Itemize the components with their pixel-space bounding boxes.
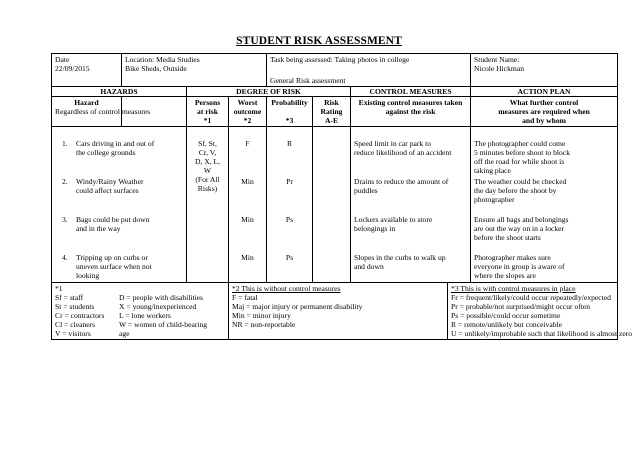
hazards-column bbox=[52, 127, 187, 283]
header-further-2: measures are required when bbox=[498, 107, 590, 116]
header-further-1: What further control bbox=[509, 98, 579, 107]
key-item: F = fatal bbox=[232, 293, 258, 302]
section-header-row bbox=[52, 87, 618, 97]
key-item: D = people with disabilities bbox=[119, 293, 204, 302]
location-cell bbox=[122, 54, 267, 87]
key-item: Cr = contractors bbox=[55, 311, 105, 320]
hazard-text: Bags could be put down bbox=[76, 215, 150, 224]
key-item: Min = minor injury bbox=[232, 311, 291, 320]
control-text: puddles bbox=[354, 186, 378, 195]
action-text: Photographer makes sure bbox=[474, 253, 551, 262]
student-cell bbox=[471, 54, 618, 87]
control-text: belongings in bbox=[354, 224, 396, 233]
key-item: St = students bbox=[55, 302, 95, 311]
worst-outcome-value: Min bbox=[241, 253, 254, 262]
section-degree-of-risk: DEGREE OF RISK bbox=[187, 87, 351, 97]
probability-value: Ps bbox=[285, 253, 294, 262]
persons-line: Sf, St, bbox=[198, 139, 217, 148]
header-prob-1: Probability bbox=[271, 98, 308, 107]
header-existing-2: against the risk bbox=[385, 107, 436, 116]
key-item: NR = non-reportable bbox=[232, 320, 296, 329]
date-cell bbox=[52, 54, 122, 87]
header-persons bbox=[187, 97, 229, 127]
header-risk-rating bbox=[313, 97, 351, 127]
action-text: The photographer could come bbox=[474, 139, 566, 148]
header-further-3: and by whom bbox=[522, 116, 566, 125]
general-assessment: General Risk assessment bbox=[270, 76, 346, 85]
header-rating-3: A-E bbox=[324, 116, 339, 125]
key-persons bbox=[52, 283, 229, 340]
hazard-text: Tripping up on curbs or bbox=[76, 253, 148, 262]
location-label: Location: Media Studies bbox=[125, 55, 200, 64]
control-text: Lockers available to store bbox=[354, 215, 433, 224]
key-item: Cl = cleaners bbox=[55, 320, 96, 329]
student-label: Student Name: bbox=[474, 55, 520, 64]
persons-line: Cr, V, bbox=[198, 148, 217, 157]
key-worst-outcome-title: *2 This is without control measures bbox=[232, 284, 341, 293]
header-rating-1: Risk bbox=[324, 98, 339, 107]
key-item: R = remote/unlikely but conceivable bbox=[451, 320, 563, 329]
key-item: Pr = probable/not surprised/might occur often bbox=[451, 302, 591, 311]
control-text: and down bbox=[354, 262, 384, 271]
header-persons-1: Persons bbox=[194, 98, 221, 107]
hazard-text: could affect surfaces bbox=[76, 186, 139, 195]
key-item: X = young/inexperienced bbox=[119, 302, 197, 311]
key-item: Sf = staff bbox=[55, 293, 84, 302]
hazard-item bbox=[62, 177, 183, 215]
hazard-number: 3. bbox=[62, 215, 68, 224]
action-text: photographer bbox=[474, 195, 515, 204]
key-item: V = visitors bbox=[55, 329, 91, 338]
worst-outcome-column bbox=[229, 127, 267, 283]
existing-controls-column bbox=[351, 127, 471, 283]
section-action-plan: ACTION PLAN bbox=[471, 87, 618, 97]
document-title: STUDENT RISK ASSESSMENT bbox=[236, 35, 402, 47]
action-text: everyone in group is aware of bbox=[474, 262, 565, 271]
date-value: 22/09/2015 bbox=[55, 64, 90, 73]
column-header-row bbox=[52, 97, 618, 127]
key-item: L = lone workers bbox=[119, 311, 171, 320]
action-text: are out the way on in a locker bbox=[474, 224, 565, 233]
header-hazard-subtitle: Regardless of control measures bbox=[55, 107, 151, 116]
header-persons-3: *1 bbox=[203, 116, 212, 125]
control-text: reduce likelihood of an accident bbox=[354, 148, 452, 157]
key-item: Fr = frequent/likely/could occur repeatedly/expected bbox=[451, 293, 611, 302]
risk-assessment-table bbox=[51, 53, 633, 340]
key-probability-title: *3 This is with control measures in place bbox=[451, 284, 576, 293]
action-text: before the shoot starts bbox=[474, 233, 541, 242]
header-persons-2: at risk bbox=[197, 107, 218, 116]
probability-value: Pr bbox=[286, 177, 293, 186]
probability-value: Ps bbox=[285, 215, 294, 224]
control-text: Slopes in the curbs to walk up bbox=[354, 253, 446, 262]
key-item: Ps = possible/could occur sometime bbox=[451, 311, 561, 320]
hazard-text: looking bbox=[76, 271, 100, 280]
risk-body-row bbox=[52, 127, 618, 283]
action-text: off the road for while shoot is bbox=[474, 157, 565, 166]
worst-outcome-value: Min bbox=[241, 215, 254, 224]
header-rating-2: Rating bbox=[320, 107, 343, 116]
header-existing-1: Existing control measures taken bbox=[358, 98, 463, 107]
key-item: U = unlikely/improbable such that likelihood is almost zero bbox=[451, 329, 633, 338]
hazard-number: 4. bbox=[62, 253, 68, 262]
worst-outcome-value: Min bbox=[241, 177, 254, 186]
action-text: The weather could be checked bbox=[474, 177, 567, 186]
header-existing-controls bbox=[351, 97, 471, 127]
hazard-item bbox=[62, 139, 183, 177]
hazard-text: and in the way bbox=[76, 224, 121, 233]
hazard-text: Windy/Rainy Weather bbox=[76, 177, 144, 186]
header-worst-2: outcome bbox=[233, 107, 262, 116]
hazard-text: Cars driving in and out of bbox=[76, 139, 155, 148]
control-text: Drains to reduce the amount of bbox=[354, 177, 449, 186]
persons-line: W bbox=[203, 166, 212, 175]
persons-line: D, X, L, bbox=[194, 157, 221, 166]
task-text: Task being assessed: Taking photos in college bbox=[270, 55, 410, 64]
hazard-number: 2. bbox=[62, 177, 68, 186]
action-text: 5 minutes before shoot to block bbox=[474, 148, 570, 157]
info-row bbox=[52, 54, 618, 87]
action-text: the day before the shoot by bbox=[474, 186, 557, 195]
key-row bbox=[52, 283, 618, 340]
risk-rating-column bbox=[313, 127, 351, 283]
student-value: Nicole Hickman bbox=[474, 64, 525, 73]
persons-at-risk-cell bbox=[187, 127, 229, 283]
header-probability bbox=[267, 97, 313, 127]
probability-column bbox=[267, 127, 313, 283]
probability-value: R bbox=[286, 139, 293, 148]
header-further-controls bbox=[471, 97, 618, 127]
date-label: Date bbox=[55, 55, 70, 64]
key-persons-title: *1 bbox=[55, 284, 63, 293]
header-worst-3: *2 bbox=[243, 116, 252, 125]
task-cell bbox=[267, 54, 471, 87]
header-hazard bbox=[52, 97, 151, 127]
hazard-text: uneven surface when not bbox=[76, 262, 152, 271]
key-item: age bbox=[119, 329, 130, 338]
location-value: Bike Sheds, Outside bbox=[125, 64, 187, 73]
persons-line: (For All bbox=[195, 175, 220, 184]
control-text: Speed limit in car park to bbox=[354, 139, 431, 148]
hazard-item bbox=[62, 215, 183, 253]
section-hazards: HAZARDS bbox=[52, 87, 187, 97]
hazard-text: the college grounds bbox=[76, 148, 136, 157]
hazard-number: 1. bbox=[62, 139, 68, 148]
action-text: Ensure all bags and belongings bbox=[474, 215, 569, 224]
header-hazard-title: Hazard bbox=[74, 98, 99, 107]
hazard-item bbox=[62, 253, 183, 281]
header-worst bbox=[229, 97, 267, 127]
header-prob-3: *3 bbox=[285, 116, 294, 125]
action-text: taking place bbox=[474, 166, 511, 175]
section-control-measures: CONTROL MEASURES bbox=[351, 87, 471, 97]
worst-outcome-value: F bbox=[245, 139, 250, 148]
key-worst-outcome bbox=[229, 283, 448, 340]
action-plan-column bbox=[471, 127, 618, 283]
header-worst-1: Worst bbox=[237, 98, 258, 107]
key-item: Maj = major injury or permanent disability bbox=[232, 302, 363, 311]
key-item: W = women of child-bearing bbox=[119, 320, 208, 329]
key-probability bbox=[448, 283, 633, 340]
persons-line: Risks) bbox=[197, 184, 218, 193]
action-text: where the slopes are bbox=[474, 271, 536, 280]
